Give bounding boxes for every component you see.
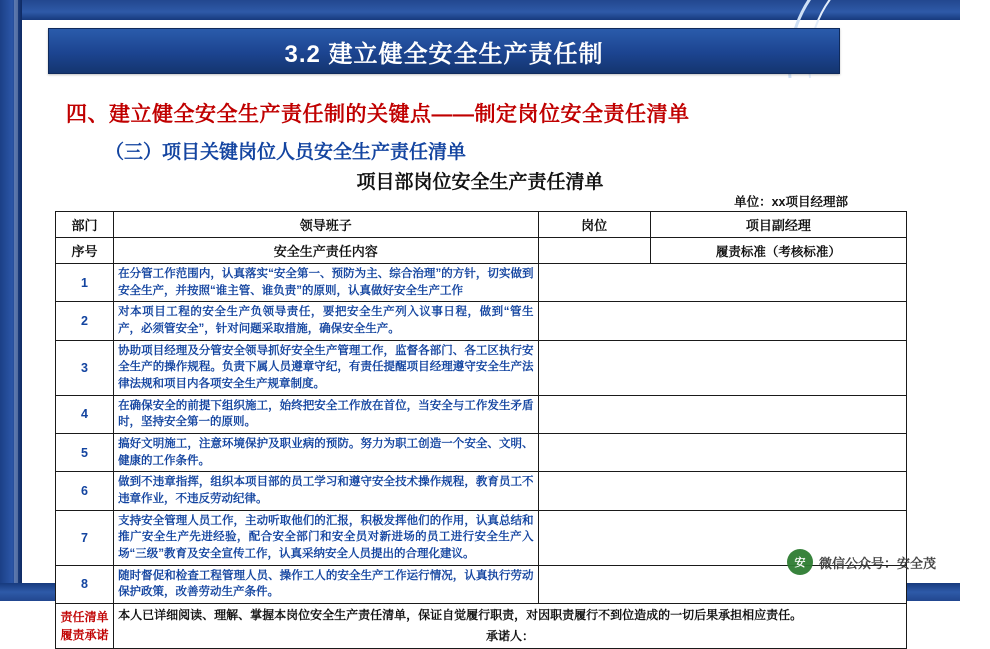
table-row — [56, 434, 907, 472]
row-number: 4 — [56, 395, 114, 433]
header-responsibility-content: 安全生产责任内容 — [114, 238, 538, 264]
row-content: 协助项目经理及分管安全领导抓好安全生产管理工作，监督各部门、各工区执行安全生产的操作规程。负责下属人员遵章守纪，有责任提醒项目经理遵守安全生产法律法规和项目内各项安全生产规章制度。 — [114, 340, 538, 395]
table-row — [56, 340, 907, 395]
header-serial-no: 序号 — [56, 238, 114, 264]
row-number: 2 — [56, 302, 114, 340]
top-decorative-band — [0, 0, 960, 20]
document-title: 项目部岗位安全生产责任清单 — [356, 172, 604, 193]
table-row — [56, 472, 907, 510]
page-title: 3.2 建立健全安全生产责任制 — [284, 40, 604, 68]
row-standard[interactable] — [538, 340, 906, 395]
commitment-text: 本人已详细阅读、理解、掌握本岗位安全生产责任清单，保证自觉履行职责，对因职责履行不到位造成的一切后果承担相应责任。 — [118, 608, 803, 623]
row-content: 支持安全管理人员工作，主动听取他们的汇报，积极发挥他们的作用，认真总结和推广安全生产先进经验，配合安全部门和安全员对新进场的员工进行安全生产入场“三级”教育及安全宣传工作，认真采纳安全人员提出的合理化建议。 — [114, 510, 538, 565]
row-standard[interactable] — [538, 472, 906, 510]
unit-label: 单位：xx项目经理部 — [734, 195, 848, 209]
row-standard[interactable] — [538, 434, 906, 472]
table-header-row-2 — [56, 238, 907, 264]
responsibility-table — [55, 211, 907, 649]
header-leadership-team: 领导班子 — [114, 212, 538, 238]
commitment-label — [56, 604, 114, 649]
commitment-label-line1: 责任清单 — [60, 610, 109, 625]
table-row — [56, 302, 907, 340]
watermark — [787, 549, 936, 575]
row-content: 在确保安全的前提下组织施工，始终把安全工作放在首位，当安全与工作发生矛盾时，坚持安全第一的原则。 — [114, 395, 538, 433]
header-post-value: 项目副经理 — [650, 212, 906, 238]
row-standard[interactable] — [538, 302, 906, 340]
safety-badge-icon: 安 — [787, 549, 813, 575]
row-number: 1 — [56, 264, 114, 302]
table-row — [56, 264, 907, 302]
section-heading-red: 四、建立健全安全生产责任制的关键点——制定岗位安全责任清单 — [66, 103, 690, 126]
row-content: 随时督促和检查工程管理人员、操作工人的安全生产工作运行情况，认真执行劳动保护政策，改善劳动生产条件。 — [114, 565, 538, 603]
table-row — [56, 395, 907, 433]
left-decorative-band — [0, 0, 22, 601]
header-spacer — [538, 238, 650, 264]
header-performance-standard: 履责标准（考核标准） — [650, 238, 906, 264]
row-number: 5 — [56, 434, 114, 472]
row-standard[interactable] — [538, 395, 906, 433]
table-header-row-1 — [56, 212, 907, 238]
row-number: 6 — [56, 472, 114, 510]
table-row — [56, 510, 907, 565]
row-content: 在分管工作范围内，认真落实“安全第一、预防为主、综合治理”的方针，切实做到安全生产，并按照“谁主管、谁负责”的原则，认真做好安全生产工作 — [114, 264, 538, 302]
row-number: 7 — [56, 510, 114, 565]
commitment-text-cell — [114, 604, 907, 649]
row-content: 搞好文明施工，注意环境保护及职业病的预防。努力为职工创造一个安全、文明、健康的工作条件。 — [114, 434, 538, 472]
header-post: 岗位 — [538, 212, 650, 238]
commitment-label-line2: 履责承诺 — [60, 628, 109, 643]
table-row — [56, 565, 907, 603]
row-number: 8 — [56, 565, 114, 603]
header-department: 部门 — [56, 212, 114, 238]
left-band-highlight — [14, 0, 18, 601]
row-number: 3 — [56, 340, 114, 395]
row-content: 对本项目工程的安全生产负领导责任，要把安全生产列入议事日程，做到“管生产，必须管安全”，针对问题采取措施，确保安全生产。 — [114, 302, 538, 340]
responsibility-table-wrap — [55, 211, 907, 649]
row-standard[interactable] — [538, 264, 906, 302]
slide-title-bar — [48, 28, 840, 74]
watermark-text: 微信公众号：安全茂 — [818, 555, 936, 571]
row-content: 做到不违章指挥，组织本项目部的员工学习和遵守安全技术操作规程，教育员工不违章作业，不违反劳动纪律。 — [114, 472, 538, 510]
section-heading-blue: （三）项目关键岗位人员安全生产责任清单 — [105, 142, 467, 163]
commitment-signature[interactable]: 承诺人： — [486, 629, 535, 644]
commitment-row — [56, 604, 907, 649]
